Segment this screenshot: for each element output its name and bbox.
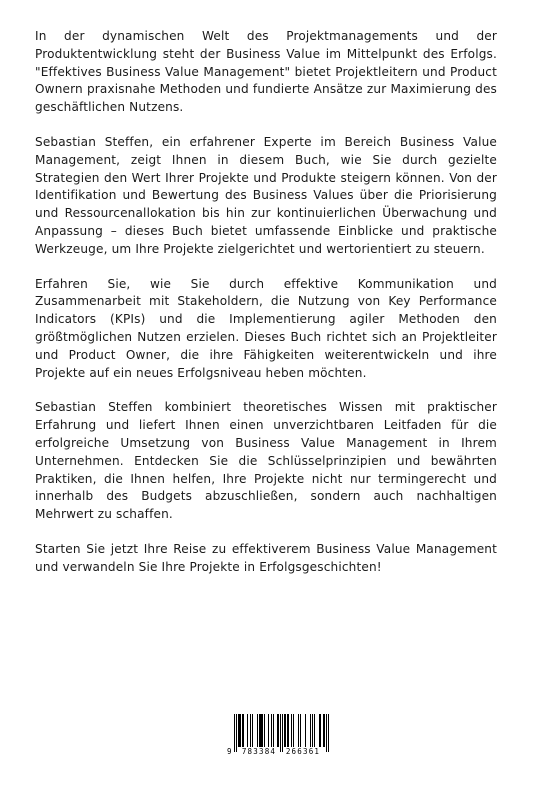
barcode-bar-37 (323, 714, 324, 747)
barcode-bar-39 (326, 714, 327, 752)
barcode-bar-21 (280, 714, 281, 752)
barcode-bar-17 (271, 714, 272, 747)
barcode-bar-32 (310, 714, 311, 747)
barcode-bar-28 (293, 714, 294, 747)
barcode-bar-8 (250, 714, 251, 747)
barcode-bar-14 (262, 714, 263, 747)
barcode-right-digits: 266361 (285, 747, 321, 756)
barcode-bar-18 (273, 714, 274, 747)
barcode-bar-26 (288, 714, 289, 747)
barcode-bar-22 (282, 714, 283, 752)
barcode-bar-4 (240, 714, 241, 747)
barcode-bar-2 (238, 714, 239, 747)
barcode-bar-10 (257, 714, 258, 747)
barcode-first-digit: 9 (227, 747, 232, 756)
barcode-bar-1 (236, 714, 237, 752)
paragraph-call-to-action: Starten Sie jetzt Ihre Reise zu effektiverem Business Value Management und verwandeln Sie Ihre Projekte in Erfolgsgeschichten! (35, 541, 497, 574)
paragraph-author: Sebastian Steffen, ein erfahrener Experte im Bereich Business Value Management, zeigt Ihnen in diesem Buch, wie Sie durch gezielte Strategien den Wert Ihrer Projekte und Produkte steigern können. Von der Identifikation und Bewertung des Business Values über die Priorisierung und Ressourcenallokation bis hin zur kontinuierlichen Überwachung und Anpassung – dieses Buch bietet umfassende Einblicke und praktische Werkzeuge, um Ihre Projekte zielgerichtet und wertorientiert zu steuern. (35, 134, 497, 256)
isbn-barcode (226, 712, 333, 760)
barcode-bar-35 (319, 714, 320, 747)
barcode-bar-38 (324, 714, 325, 747)
barcode-left-digits: 783384 (241, 747, 277, 756)
barcode-bar-7 (247, 714, 248, 747)
barcode-bar-5 (242, 714, 243, 747)
barcode-bar-24 (285, 714, 286, 747)
barcode-bar-30 (300, 714, 301, 747)
barcode-bar-34 (314, 714, 315, 747)
barcode-bar-15 (264, 714, 265, 747)
barcode-bar-19 (277, 714, 278, 747)
barcode-bar-23 (284, 714, 285, 747)
barcode-bar-11 (259, 714, 260, 747)
barcode-bar-13 (261, 714, 262, 747)
barcode-bar-33 (312, 714, 313, 747)
barcode-bar-25 (287, 714, 288, 747)
barcode-bar-20 (278, 714, 279, 747)
barcode-bar-36 (320, 714, 321, 747)
barcode-bar-40 (328, 714, 329, 752)
barcode-bar-3 (239, 714, 240, 747)
barcode-bar-31 (305, 714, 306, 747)
barcode-bar-9 (252, 714, 253, 747)
paragraph-guide: Sebastian Steffen kombiniert theoretisches Wissen mit praktischer Erfahrung und liefert Ihnen einen unverzichtbaren Leitfaden für die erfolgreiche Umsetzung von Business Value Management in Ihrem Unternehmen. Entdecken Sie die Schlüsselprinzipien und bewährten Praktiken, die Ihnen helfen, Ihre Projekte nicht nur termingerecht und innerhalb des Budgets abzuschließen, sondern auch nachhaltigen Mehrwert zu schaffen. (35, 400, 497, 522)
paragraph-methods: Erfahren Sie, wie Sie durch effektive Kommunikation und Zusammenarbeit mit Stakeholdern, die Nutzung von Key Performance Indicators (KPIs) und die Implementierung agiler Methoden den größtmöglichen Nutzen erzielen. Dieses Buch richtet sich an Projektleiter und Product Owner, die ihre Fähigkeiten weiterentwickeln und ihre Projekte auf ein neues Erfolgsniveau heben möchten. (35, 276, 497, 380)
barcode-bar-29 (298, 714, 299, 747)
paragraph-intro: In der dynamischen Welt des Projektmanagements und der Produktentwicklung steht der Business Value im Mittelpunkt des Erfolgs. "Effektives Business Value Management" bietet Projektleitern und Product Ownern praxisnahe Methoden und fundierte Ansätze zur Maximierung des geschäftlichen Nutzens. (35, 29, 497, 115)
barcode-bar-0 (234, 714, 235, 752)
barcode-bar-6 (243, 714, 244, 747)
back-cover-text (35, 28, 497, 594)
barcode-bar-16 (268, 714, 269, 747)
barcode-bar-12 (260, 714, 261, 747)
barcode-bar-27 (291, 714, 292, 747)
